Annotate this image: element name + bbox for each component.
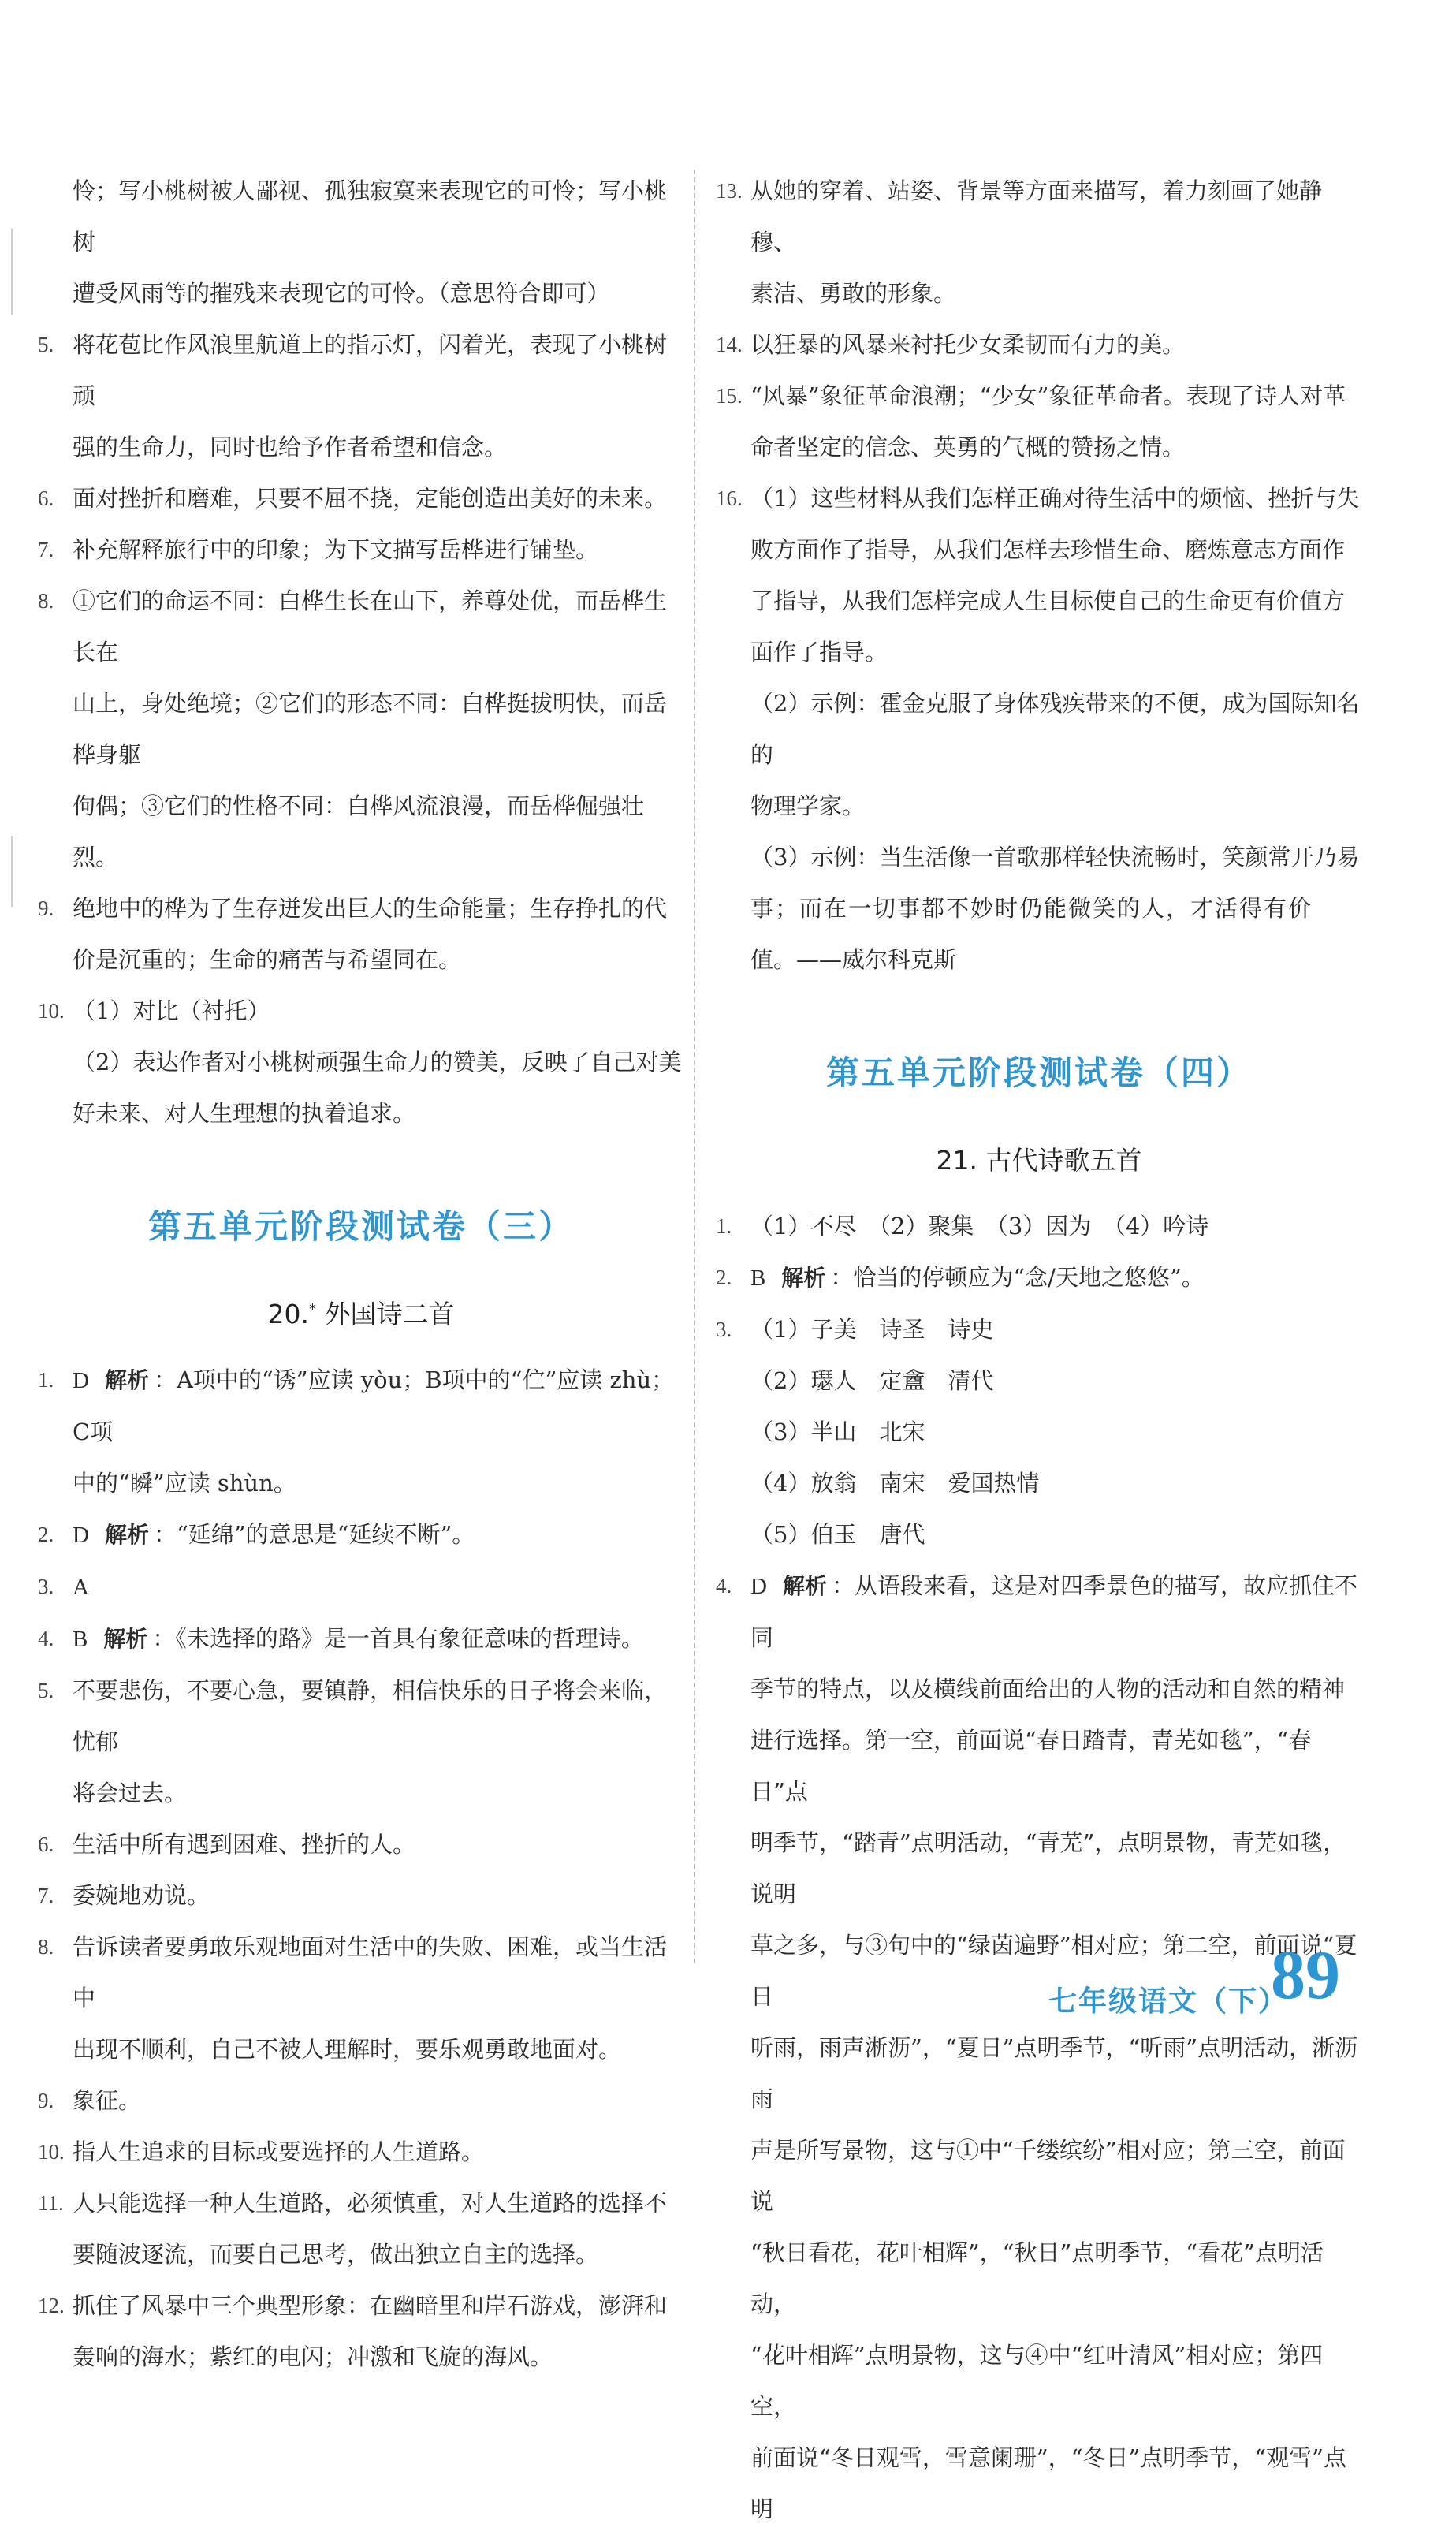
text-line: （2）表达作者对小桃树顽强生命力的赞美，反映了自己对美 — [73, 1049, 682, 1076]
text-line: 不要悲伤，不要心急，要镇静，相信快乐的日子将会来临，忧郁 — [73, 1677, 668, 1755]
analysis-text: ：恰当的停顿应为“念/天地之悠悠”。 — [830, 1264, 1205, 1291]
answer-item — [38, 1561, 684, 1613]
lesson-title — [716, 1140, 1362, 1177]
analysis-text: ：“延绵”的意思是“延续不断”。 — [153, 1521, 475, 1548]
answer-choice: D — [750, 1574, 767, 1599]
item-number: 6. — [38, 486, 54, 510]
analysis-tag: 解析 — [781, 1265, 826, 1291]
text-line: 价是沉重的；生命的痛苦与希望同在。 — [73, 946, 462, 973]
lesson-number: 21. — [936, 1145, 977, 1176]
text-line: （1）子美 诗圣 诗史 — [750, 1316, 994, 1343]
answer-choice: D — [73, 1368, 89, 1393]
column-divider — [694, 170, 695, 1963]
answer-item — [38, 2280, 684, 2383]
text-line: 将会过去。 — [73, 1780, 188, 1806]
item-number: 10. — [38, 999, 65, 1023]
analysis-tag: 解析 — [782, 1573, 827, 1599]
item-number: 6. — [38, 1832, 54, 1856]
analysis-tag: 解析 — [104, 1367, 149, 1393]
answer-item — [38, 1613, 684, 1665]
text-line: 了指导，从我们怎样完成人生目标使自己的生命更有价值方 — [750, 587, 1346, 614]
answer-item — [38, 1819, 684, 1870]
text-line: 强的生命力，同时也给予作者希望和信念。 — [73, 434, 508, 460]
item-number: 10. — [38, 2140, 65, 2164]
answer-item — [38, 1665, 684, 1819]
answer-choice: D — [73, 1523, 89, 1548]
text-line: 以狂暴的风暴来衬托少女柔韧而有力的美。 — [750, 331, 1186, 358]
item-number: 2. — [38, 1523, 54, 1546]
text-line: （3）半山 北宋 — [750, 1418, 925, 1445]
answer-item — [716, 473, 1362, 986]
lesson-name: 古代诗歌五首 — [985, 1145, 1142, 1176]
answer-choice: B — [73, 1627, 88, 1652]
item-number: 11. — [38, 2191, 64, 2215]
text-line: 遭受风雨等的摧残来表现它的可怜。（意思符合即可） — [73, 280, 610, 307]
text-line: 抓住了风暴中三个典型形象：在幽暗里和岸石游戏，澎湃和 — [73, 2292, 668, 2319]
text-line: “秋日看花，花叶相辉”，“秋日”点明季节，“看花”点明活动， — [750, 2239, 1324, 2317]
footer-label: 七年级语文（下） — [1048, 1985, 1289, 2018]
lesson-star: * — [308, 1301, 316, 1318]
text-line — [750, 1252, 1362, 1304]
item-number: 12. — [38, 2294, 65, 2317]
text-line: （2）示例：霍金克服了身体残疾带来的不便，成为国际知名的 — [750, 690, 1360, 768]
text-line: 告诉读者要勇敢乐观地面对生活中的失败、困难，或当生活中 — [73, 1933, 668, 2011]
analysis-text: ：《未选择的路》是一首具有象征意味的哲理诗。 — [152, 1625, 644, 1652]
text-line: 命者坚定的信念、英勇的气概的赞扬之情。 — [750, 434, 1186, 460]
answer-choice: B — [750, 1266, 766, 1291]
answer-item — [716, 1201, 1362, 1252]
page-number: 89 — [1271, 1937, 1340, 2014]
text-line: （1）不尽 （2）聚集 （3）因为 （4）吟诗 — [750, 1213, 1209, 1240]
text-line: 进行选择。第一空，前面说“春日踏青，青芜如毯”，“春日”点 — [750, 1727, 1312, 1805]
item-number: 4. — [716, 1574, 732, 1597]
answer-item — [38, 883, 684, 986]
left-column — [38, 166, 684, 2383]
lesson-title — [38, 1294, 684, 1331]
answer-item — [38, 1922, 684, 2075]
text-line — [73, 1355, 684, 1458]
item-number: 9. — [38, 2089, 54, 2112]
answer-item — [38, 2127, 684, 2178]
text-line — [73, 1509, 684, 1561]
analysis-tag: 解析 — [104, 1522, 149, 1548]
right-column — [716, 166, 1362, 2535]
text-line: 象征。 — [73, 2087, 142, 2114]
answer-item — [38, 576, 684, 883]
text-line — [73, 1613, 684, 1665]
text-line: 事；而在一切事都不妙时仍能微笑的人，才活得有价 — [750, 895, 1313, 922]
answer-choice: A — [73, 1575, 89, 1600]
text-line: 物理学家。 — [750, 792, 866, 819]
text-line: 败方面作了指导，从我们怎样去珍惜生命、磨炼意志方面作 — [750, 536, 1346, 563]
analysis-tag: 解析 — [103, 1626, 148, 1652]
lesson-name: 外国诗二首 — [324, 1299, 455, 1329]
item-number: 1. — [716, 1214, 732, 1238]
text-line: （4）放翁 南宋 爱国热情 — [750, 1470, 1040, 1497]
text-line: （1）对比（衬托） — [73, 997, 270, 1024]
analysis-text: ：从语段来看，这是对四季景色的描写，故应抓住不同 — [750, 1572, 1357, 1651]
answer-item — [716, 319, 1362, 371]
answer-item — [716, 1304, 1362, 1560]
margin-mark — [11, 229, 13, 315]
answer-item — [716, 166, 1362, 319]
text-line: 生活中所有遇到困难、挫折的人。 — [73, 1831, 416, 1858]
answer-item — [38, 319, 684, 473]
item-number: 8. — [38, 1935, 54, 1959]
text-line: 素洁、勇敢的形象。 — [750, 280, 957, 307]
answer-item — [38, 986, 684, 1139]
analysis-text: ：A项中的“诱”应读 yòu；B项中的“伫”应读 zhù；C项 — [73, 1366, 675, 1445]
item-number: 5. — [38, 1679, 54, 1702]
answer-item — [38, 524, 684, 576]
answer-item — [716, 1560, 1362, 2535]
lesson-number: 20. — [267, 1299, 309, 1329]
text-line: 面对挫折和磨难，只要不屈不挠，定能创造出美好的未来。 — [73, 485, 668, 512]
text-line: 好未来、对人生理想的执着追求。 — [73, 1100, 416, 1127]
text-line: 绝地中的桦为了生存迸发出巨大的生命能量；生存挣扎的代 — [73, 895, 668, 922]
text-line: 听雨，雨声淅沥”，“夏日”点明季节，“听雨”点明活动，淅沥雨 — [750, 2034, 1358, 2112]
text-line: （5）伯玉 唐代 — [750, 1521, 925, 1548]
text-line: ①它们的命运不同：白桦生长在山下，养尊处优，而岳桦生长在 — [73, 587, 668, 665]
item-number: 16. — [716, 486, 743, 510]
item-number: 14. — [716, 333, 743, 356]
text-line: 前面说“冬日观雪，雪意阑珊”，“冬日”点明季节，“观雪”点明 — [750, 2444, 1346, 2522]
item-number: 1. — [38, 1368, 54, 1392]
answer-item — [38, 473, 684, 524]
text-line: 声是所写景物，这与①中“千缕缤纷”相对应；第三空，前面说 — [750, 2137, 1346, 2215]
text-line — [73, 1561, 684, 1613]
text-line: 要随波逐流，而要自己思考，做出独立自主的选择。 — [73, 2241, 599, 2268]
item-number: 7. — [38, 538, 54, 561]
text-line: 指人生追求的目标或要选择的人生道路。 — [73, 2138, 485, 2165]
text-line: （2）璱人 定盦 清代 — [750, 1367, 994, 1394]
margin-mark — [11, 836, 13, 907]
item-number: 4. — [38, 1627, 54, 1650]
text-line: “花叶相辉”点明景物，这与④中“红叶清风”相对应；第四空， — [750, 2342, 1324, 2420]
answer-item — [38, 2075, 684, 2127]
text-line: 草之多，与③句中的“绿茵遍野”相对应；第二空，前面说“夏日 — [750, 1932, 1357, 2010]
answer-item — [716, 1252, 1362, 1304]
answer-item — [38, 2178, 684, 2280]
item-number: 3. — [716, 1318, 732, 1341]
section-title: 第五单元阶段测试卷（三） — [147, 1207, 574, 1246]
text-line: 将花苞比作风浪里航道上的指示灯，闪着光，表现了小桃树顽 — [73, 331, 668, 409]
text-line: （3）示例：当生活像一首歌那样轻快流畅时，笑颜常开乃易 — [750, 844, 1360, 870]
text-line: 轰响的海水；紫红的电闪；冲激和飞旋的海风。 — [73, 2343, 553, 2370]
answer-item — [38, 1509, 684, 1561]
item-number: 5. — [38, 333, 54, 356]
text-line: 怜；写小桃树被人鄙视、孤独寂寞来表现它的可怜；写小桃树 — [73, 177, 668, 255]
text-line: 中的“瞬”应读 shùn。 — [73, 1470, 296, 1497]
item-number: 13. — [716, 179, 743, 203]
text-line: 人只能选择一种人生道路，必须慎重，对人生道路的选择不 — [73, 2190, 668, 2216]
section-title: 第五单元阶段测试卷（四） — [825, 1053, 1252, 1092]
text-line: 值。——威尔科克斯 — [750, 946, 957, 973]
item-number: 9. — [38, 897, 54, 920]
text-line: 出现不顺利，自己不被人理解时，要乐观勇敢地面对。 — [73, 2036, 622, 2063]
item-number: 3. — [38, 1575, 54, 1598]
continued-answer — [38, 166, 684, 319]
answer-item — [38, 1870, 684, 1922]
text-line: 季节的特点，以及横线前面给出的人物的活动和自然的精神 — [750, 1676, 1346, 1702]
answer-item — [716, 371, 1362, 473]
item-number: 8. — [38, 589, 54, 613]
text-line: 明季节，“踏青”点明活动，“青芜”，点明景物，青芜如毯，说明 — [750, 1829, 1346, 1907]
answer-item — [38, 1355, 684, 1509]
text-line — [750, 1560, 1362, 1664]
item-number: 15. — [716, 384, 743, 408]
text-line: “风暴”象征革命浪潮；“少女”象征革命者。表现了诗人对革 — [750, 382, 1346, 409]
item-number: 7. — [38, 1884, 54, 1907]
text-line: 补充解释旅行中的印象；为下文描写岳桦进行铺垫。 — [73, 536, 599, 563]
item-number: 2. — [716, 1266, 732, 1289]
text-line: （1）这些材料从我们怎样正确对待生活中的烦恼、挫折与失 — [750, 485, 1360, 512]
text-line: 委婉地劝说。 — [73, 1882, 210, 1909]
text-line: 面作了指导。 — [750, 639, 888, 665]
text-line: 佝偶；③它们的性格不同：白桦风流浪漫，而岳桦倔强壮烈。 — [73, 792, 645, 870]
text-line: 山上，身处绝境；②它们的形态不同：白桦挺拔明快，而岳桦身躯 — [73, 690, 668, 768]
text-line: 从她的穿着、站姿、背景等方面来描写，着力刻画了她静穆、 — [750, 177, 1323, 255]
